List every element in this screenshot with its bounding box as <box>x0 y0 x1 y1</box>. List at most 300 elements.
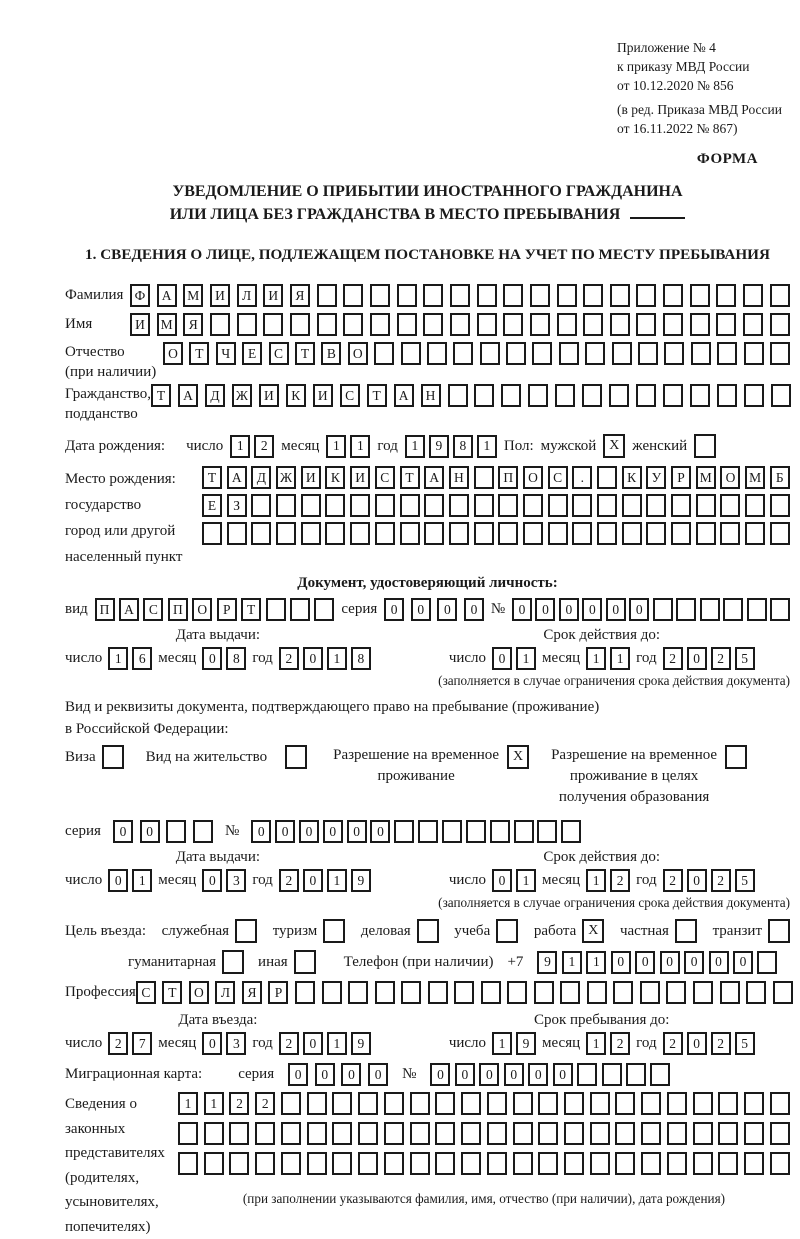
char-cell[interactable] <box>166 820 186 843</box>
char-cell[interactable]: И <box>350 466 370 489</box>
temp-residence-education-checkbox[interactable] <box>725 745 747 769</box>
char-cell[interactable]: 0 <box>582 598 602 621</box>
char-cell[interactable]: 0 <box>303 1032 323 1055</box>
char-cell[interactable] <box>461 1122 481 1145</box>
char-cell[interactable]: 0 <box>202 647 222 670</box>
char-cell[interactable]: И <box>130 313 150 336</box>
char-cell[interactable]: Я <box>290 284 310 307</box>
char-cell[interactable] <box>770 1152 790 1175</box>
char-cell[interactable]: З <box>227 494 247 517</box>
char-cell[interactable] <box>597 494 617 517</box>
char-cell[interactable]: Т <box>400 466 420 489</box>
char-cell[interactable]: Р <box>268 981 288 1004</box>
char-cell[interactable]: 1 <box>586 1032 606 1055</box>
char-cell[interactable]: 0 <box>512 598 532 621</box>
char-cell[interactable] <box>325 494 345 517</box>
char-cell[interactable]: 0 <box>635 951 655 974</box>
char-cell[interactable] <box>577 1063 597 1086</box>
char-cell[interactable]: 1 <box>178 1092 198 1115</box>
char-cell[interactable] <box>622 494 642 517</box>
char-cell[interactable] <box>178 1152 198 1175</box>
char-cell[interactable]: 0 <box>202 1032 222 1055</box>
char-cell[interactable]: 0 <box>315 1063 335 1086</box>
char-cell[interactable] <box>423 313 443 336</box>
char-cell[interactable] <box>564 1092 584 1115</box>
char-cell[interactable] <box>747 598 767 621</box>
char-cell[interactable] <box>513 1152 533 1175</box>
char-cell[interactable] <box>370 284 390 307</box>
char-cell[interactable] <box>530 284 550 307</box>
char-cell[interactable] <box>770 1122 790 1145</box>
char-cell[interactable] <box>744 1122 764 1145</box>
char-cell[interactable] <box>295 981 315 1004</box>
char-cell[interactable] <box>325 522 345 545</box>
char-cell[interactable] <box>317 284 337 307</box>
char-cell[interactable] <box>251 522 271 545</box>
char-cell[interactable]: С <box>375 466 395 489</box>
char-cell[interactable]: Л <box>215 981 235 1004</box>
char-cell[interactable] <box>720 494 740 517</box>
char-cell[interactable]: 9 <box>537 951 557 974</box>
char-cell[interactable] <box>204 1122 224 1145</box>
char-cell[interactable]: 8 <box>226 647 246 670</box>
char-cell[interactable] <box>716 313 736 336</box>
purpose-work-checkbox[interactable]: X <box>582 919 604 943</box>
char-cell[interactable] <box>266 598 286 621</box>
char-cell[interactable]: Р <box>671 466 691 489</box>
char-cell[interactable]: 1 <box>326 435 346 458</box>
purpose-transit-checkbox[interactable] <box>768 919 790 943</box>
char-cell[interactable]: 2 <box>254 435 274 458</box>
char-cell[interactable]: Н <box>421 384 441 407</box>
char-cell[interactable] <box>693 1152 713 1175</box>
char-cell[interactable] <box>514 820 534 843</box>
char-cell[interactable]: Т <box>295 342 315 365</box>
char-cell[interactable] <box>667 1122 687 1145</box>
char-cell[interactable] <box>317 313 337 336</box>
char-cell[interactable]: Т <box>162 981 182 1004</box>
char-cell[interactable]: Т <box>367 384 387 407</box>
char-cell[interactable]: 0 <box>479 1063 499 1086</box>
char-cell[interactable] <box>602 1063 622 1086</box>
char-cell[interactable]: 0 <box>251 820 271 843</box>
char-cell[interactable] <box>450 284 470 307</box>
char-cell[interactable] <box>498 522 518 545</box>
char-cell[interactable] <box>423 284 443 307</box>
char-cell[interactable] <box>394 820 414 843</box>
char-cell[interactable] <box>384 1122 404 1145</box>
char-cell[interactable]: П <box>95 598 115 621</box>
char-cell[interactable] <box>435 1152 455 1175</box>
char-cell[interactable]: П <box>168 598 188 621</box>
char-cell[interactable]: 2 <box>610 1032 630 1055</box>
char-cell[interactable]: 0 <box>384 598 404 621</box>
char-cell[interactable]: Б <box>770 466 790 489</box>
char-cell[interactable] <box>720 522 740 545</box>
char-cell[interactable] <box>663 313 683 336</box>
char-cell[interactable]: 0 <box>323 820 343 843</box>
char-cell[interactable] <box>572 494 592 517</box>
char-cell[interactable] <box>358 1152 378 1175</box>
char-cell[interactable] <box>503 284 523 307</box>
char-cell[interactable]: 0 <box>629 598 649 621</box>
char-cell[interactable]: 0 <box>535 598 555 621</box>
char-cell[interactable] <box>744 384 764 407</box>
char-cell[interactable] <box>696 494 716 517</box>
char-cell[interactable] <box>538 1152 558 1175</box>
char-cell[interactable]: А <box>178 384 198 407</box>
char-cell[interactable] <box>610 313 630 336</box>
char-cell[interactable] <box>507 981 527 1004</box>
char-cell[interactable]: 2 <box>663 869 683 892</box>
char-cell[interactable] <box>641 1152 661 1175</box>
char-cell[interactable] <box>771 384 791 407</box>
char-cell[interactable] <box>410 1152 430 1175</box>
char-cell[interactable]: 0 <box>341 1063 361 1086</box>
char-cell[interactable] <box>743 284 763 307</box>
char-cell[interactable] <box>615 1092 635 1115</box>
char-cell[interactable]: Я <box>183 313 203 336</box>
char-cell[interactable] <box>503 313 523 336</box>
char-cell[interactable] <box>307 1152 327 1175</box>
female-checkbox[interactable] <box>694 434 716 458</box>
char-cell[interactable] <box>428 981 448 1004</box>
char-cell[interactable]: К <box>325 466 345 489</box>
char-cell[interactable]: 2 <box>711 869 731 892</box>
char-cell[interactable]: Р <box>217 598 237 621</box>
char-cell[interactable] <box>622 522 642 545</box>
char-cell[interactable] <box>401 342 421 365</box>
char-cell[interactable] <box>743 313 763 336</box>
char-cell[interactable]: 0 <box>709 951 729 974</box>
char-cell[interactable] <box>506 342 526 365</box>
char-cell[interactable]: 5 <box>735 869 755 892</box>
char-cell[interactable] <box>572 522 592 545</box>
char-cell[interactable] <box>251 494 271 517</box>
char-cell[interactable] <box>583 313 603 336</box>
char-cell[interactable] <box>666 981 686 1004</box>
char-cell[interactable]: У <box>646 466 666 489</box>
char-cell[interactable] <box>723 598 743 621</box>
char-cell[interactable] <box>358 1122 378 1145</box>
char-cell[interactable] <box>498 494 518 517</box>
char-cell[interactable]: 1 <box>586 869 606 892</box>
char-cell[interactable] <box>410 1122 430 1145</box>
char-cell[interactable] <box>490 820 510 843</box>
char-cell[interactable] <box>636 313 656 336</box>
char-cell[interactable]: 0 <box>202 869 222 892</box>
char-cell[interactable] <box>538 1122 558 1145</box>
char-cell[interactable]: 0 <box>528 1063 548 1086</box>
char-cell[interactable] <box>350 494 370 517</box>
char-cell[interactable] <box>718 1152 738 1175</box>
char-cell[interactable]: 0 <box>660 951 680 974</box>
char-cell[interactable] <box>641 1092 661 1115</box>
char-cell[interactable] <box>487 1152 507 1175</box>
char-cell[interactable] <box>690 284 710 307</box>
char-cell[interactable] <box>530 313 550 336</box>
char-cell[interactable]: 8 <box>453 435 473 458</box>
char-cell[interactable] <box>400 522 420 545</box>
char-cell[interactable] <box>716 284 736 307</box>
char-cell[interactable] <box>301 494 321 517</box>
char-cell[interactable]: А <box>157 284 177 307</box>
char-cell[interactable] <box>487 1122 507 1145</box>
char-cell[interactable] <box>375 981 395 1004</box>
char-cell[interactable] <box>693 981 713 1004</box>
char-cell[interactable]: 1 <box>492 1032 512 1055</box>
char-cell[interactable]: Т <box>151 384 171 407</box>
char-cell[interactable]: О <box>192 598 212 621</box>
char-cell[interactable]: 1 <box>562 951 582 974</box>
char-cell[interactable]: 0 <box>687 1032 707 1055</box>
char-cell[interactable]: С <box>340 384 360 407</box>
char-cell[interactable]: 0 <box>687 647 707 670</box>
char-cell[interactable] <box>564 1152 584 1175</box>
temp-residence-checkbox[interactable]: X <box>507 745 529 769</box>
char-cell[interactable]: Ж <box>232 384 252 407</box>
char-cell[interactable]: Т <box>189 342 209 365</box>
char-cell[interactable]: 8 <box>351 647 371 670</box>
char-cell[interactable] <box>744 1092 764 1115</box>
char-cell[interactable] <box>276 494 296 517</box>
char-cell[interactable] <box>548 494 568 517</box>
char-cell[interactable]: С <box>143 598 163 621</box>
char-cell[interactable] <box>770 284 790 307</box>
char-cell[interactable] <box>638 342 658 365</box>
char-cell[interactable]: В <box>321 342 341 365</box>
char-cell[interactable]: . <box>572 466 592 489</box>
char-cell[interactable]: 1 <box>132 869 152 892</box>
char-cell[interactable]: Я <box>242 981 262 1004</box>
char-cell[interactable]: М <box>696 466 716 489</box>
char-cell[interactable] <box>612 342 632 365</box>
char-cell[interactable] <box>641 1122 661 1145</box>
residence-permit-checkbox[interactable] <box>285 745 307 769</box>
char-cell[interactable]: 2 <box>663 1032 683 1055</box>
char-cell[interactable]: С <box>136 981 156 1004</box>
char-cell[interactable]: Д <box>205 384 225 407</box>
char-cell[interactable] <box>343 313 363 336</box>
char-cell[interactable] <box>332 1122 352 1145</box>
char-cell[interactable] <box>227 522 247 545</box>
char-cell[interactable]: 0 <box>275 820 295 843</box>
char-cell[interactable]: 0 <box>684 951 704 974</box>
char-cell[interactable] <box>590 1122 610 1145</box>
char-cell[interactable] <box>626 1063 646 1086</box>
char-cell[interactable] <box>770 522 790 545</box>
char-cell[interactable]: И <box>210 284 230 307</box>
char-cell[interactable] <box>332 1092 352 1115</box>
char-cell[interactable] <box>480 342 500 365</box>
char-cell[interactable] <box>474 466 494 489</box>
char-cell[interactable]: 0 <box>504 1063 524 1086</box>
char-cell[interactable] <box>557 284 577 307</box>
char-cell[interactable] <box>745 494 765 517</box>
char-cell[interactable]: 2 <box>229 1092 249 1115</box>
char-cell[interactable]: И <box>259 384 279 407</box>
char-cell[interactable] <box>400 494 420 517</box>
char-cell[interactable]: 1 <box>586 647 606 670</box>
purpose-tourism-checkbox[interactable] <box>323 919 345 943</box>
char-cell[interactable] <box>204 1152 224 1175</box>
char-cell[interactable]: 7 <box>132 1032 152 1055</box>
char-cell[interactable]: А <box>424 466 444 489</box>
char-cell[interactable]: 1 <box>477 435 497 458</box>
char-cell[interactable]: Е <box>242 342 262 365</box>
char-cell[interactable] <box>664 342 684 365</box>
char-cell[interactable] <box>671 494 691 517</box>
char-cell[interactable]: 0 <box>553 1063 573 1086</box>
char-cell[interactable]: 0 <box>303 647 323 670</box>
char-cell[interactable] <box>435 1122 455 1145</box>
char-cell[interactable] <box>564 1122 584 1145</box>
char-cell[interactable]: 2 <box>279 647 299 670</box>
char-cell[interactable] <box>255 1122 275 1145</box>
char-cell[interactable] <box>717 384 737 407</box>
char-cell[interactable]: О <box>523 466 543 489</box>
char-cell[interactable]: 0 <box>108 869 128 892</box>
char-cell[interactable] <box>193 820 213 843</box>
char-cell[interactable] <box>690 313 710 336</box>
char-cell[interactable] <box>676 598 696 621</box>
char-cell[interactable] <box>696 522 716 545</box>
char-cell[interactable] <box>770 342 790 365</box>
char-cell[interactable]: 0 <box>559 598 579 621</box>
char-cell[interactable] <box>290 598 310 621</box>
char-cell[interactable]: 0 <box>303 869 323 892</box>
purpose-private-checkbox[interactable] <box>675 919 697 943</box>
char-cell[interactable] <box>718 1122 738 1145</box>
char-cell[interactable]: 0 <box>411 598 431 621</box>
purpose-official-checkbox[interactable] <box>235 919 257 943</box>
char-cell[interactable]: 1 <box>108 647 128 670</box>
char-cell[interactable] <box>281 1122 301 1145</box>
char-cell[interactable]: 2 <box>610 869 630 892</box>
char-cell[interactable]: К <box>286 384 306 407</box>
char-cell[interactable] <box>229 1152 249 1175</box>
char-cell[interactable] <box>448 384 468 407</box>
char-cell[interactable]: И <box>263 284 283 307</box>
char-cell[interactable]: Е <box>202 494 222 517</box>
char-cell[interactable] <box>370 313 390 336</box>
male-checkbox[interactable]: X <box>603 434 625 458</box>
char-cell[interactable] <box>350 522 370 545</box>
char-cell[interactable] <box>744 342 764 365</box>
char-cell[interactable] <box>663 284 683 307</box>
char-cell[interactable]: 0 <box>140 820 160 843</box>
char-cell[interactable]: 0 <box>455 1063 475 1086</box>
purpose-other-checkbox[interactable] <box>294 950 316 974</box>
char-cell[interactable] <box>770 313 790 336</box>
char-cell[interactable] <box>474 494 494 517</box>
char-cell[interactable] <box>773 981 793 1004</box>
char-cell[interactable] <box>435 1092 455 1115</box>
char-cell[interactable] <box>442 820 462 843</box>
char-cell[interactable]: М <box>183 284 203 307</box>
char-cell[interactable] <box>691 342 711 365</box>
char-cell[interactable] <box>397 313 417 336</box>
char-cell[interactable] <box>646 494 666 517</box>
char-cell[interactable] <box>202 522 222 545</box>
char-cell[interactable]: 2 <box>108 1032 128 1055</box>
char-cell[interactable]: Л <box>237 284 257 307</box>
char-cell[interactable]: 9 <box>351 1032 371 1055</box>
char-cell[interactable]: 9 <box>429 435 449 458</box>
char-cell[interactable]: 1 <box>405 435 425 458</box>
char-cell[interactable]: 9 <box>351 869 371 892</box>
char-cell[interactable]: 2 <box>711 1032 731 1055</box>
char-cell[interactable]: 5 <box>735 1032 755 1055</box>
char-cell[interactable]: 6 <box>132 647 152 670</box>
char-cell[interactable] <box>210 313 230 336</box>
char-cell[interactable]: А <box>119 598 139 621</box>
char-cell[interactable]: И <box>313 384 333 407</box>
char-cell[interactable]: 0 <box>437 598 457 621</box>
char-cell[interactable] <box>461 1152 481 1175</box>
char-cell[interactable] <box>418 820 438 843</box>
char-cell[interactable] <box>663 384 683 407</box>
char-cell[interactable]: 0 <box>611 951 631 974</box>
char-cell[interactable] <box>477 313 497 336</box>
char-cell[interactable]: Ф <box>130 284 150 307</box>
char-cell[interactable]: А <box>394 384 414 407</box>
char-cell[interactable] <box>587 981 607 1004</box>
char-cell[interactable] <box>636 284 656 307</box>
char-cell[interactable] <box>770 1092 790 1115</box>
char-cell[interactable] <box>255 1152 275 1175</box>
char-cell[interactable]: Д <box>251 466 271 489</box>
char-cell[interactable] <box>690 384 710 407</box>
char-cell[interactable] <box>528 384 548 407</box>
char-cell[interactable] <box>307 1122 327 1145</box>
char-cell[interactable] <box>534 981 554 1004</box>
char-cell[interactable]: 0 <box>430 1063 450 1086</box>
char-cell[interactable] <box>314 598 334 621</box>
char-cell[interactable] <box>646 522 666 545</box>
char-cell[interactable] <box>375 522 395 545</box>
char-cell[interactable] <box>348 981 368 1004</box>
char-cell[interactable] <box>229 1122 249 1145</box>
char-cell[interactable] <box>653 598 673 621</box>
char-cell[interactable]: 2 <box>711 647 731 670</box>
char-cell[interactable] <box>559 342 579 365</box>
purpose-study-checkbox[interactable] <box>496 919 518 943</box>
char-cell[interactable] <box>700 598 720 621</box>
char-cell[interactable]: 1 <box>350 435 370 458</box>
char-cell[interactable]: 2 <box>255 1092 275 1115</box>
char-cell[interactable]: 0 <box>347 820 367 843</box>
char-cell[interactable]: 2 <box>279 869 299 892</box>
char-cell[interactable] <box>453 342 473 365</box>
char-cell[interactable] <box>384 1092 404 1115</box>
char-cell[interactable] <box>401 981 421 1004</box>
char-cell[interactable]: 0 <box>492 647 512 670</box>
char-cell[interactable]: 0 <box>492 869 512 892</box>
char-cell[interactable]: И <box>301 466 321 489</box>
char-cell[interactable] <box>609 384 629 407</box>
char-cell[interactable] <box>597 466 617 489</box>
char-cell[interactable] <box>477 284 497 307</box>
char-cell[interactable]: 3 <box>226 869 246 892</box>
char-cell[interactable] <box>424 494 444 517</box>
char-cell[interactable] <box>450 313 470 336</box>
char-cell[interactable] <box>561 820 581 843</box>
char-cell[interactable] <box>358 1092 378 1115</box>
char-cell[interactable]: 3 <box>226 1032 246 1055</box>
char-cell[interactable] <box>454 981 474 1004</box>
char-cell[interactable] <box>276 522 296 545</box>
